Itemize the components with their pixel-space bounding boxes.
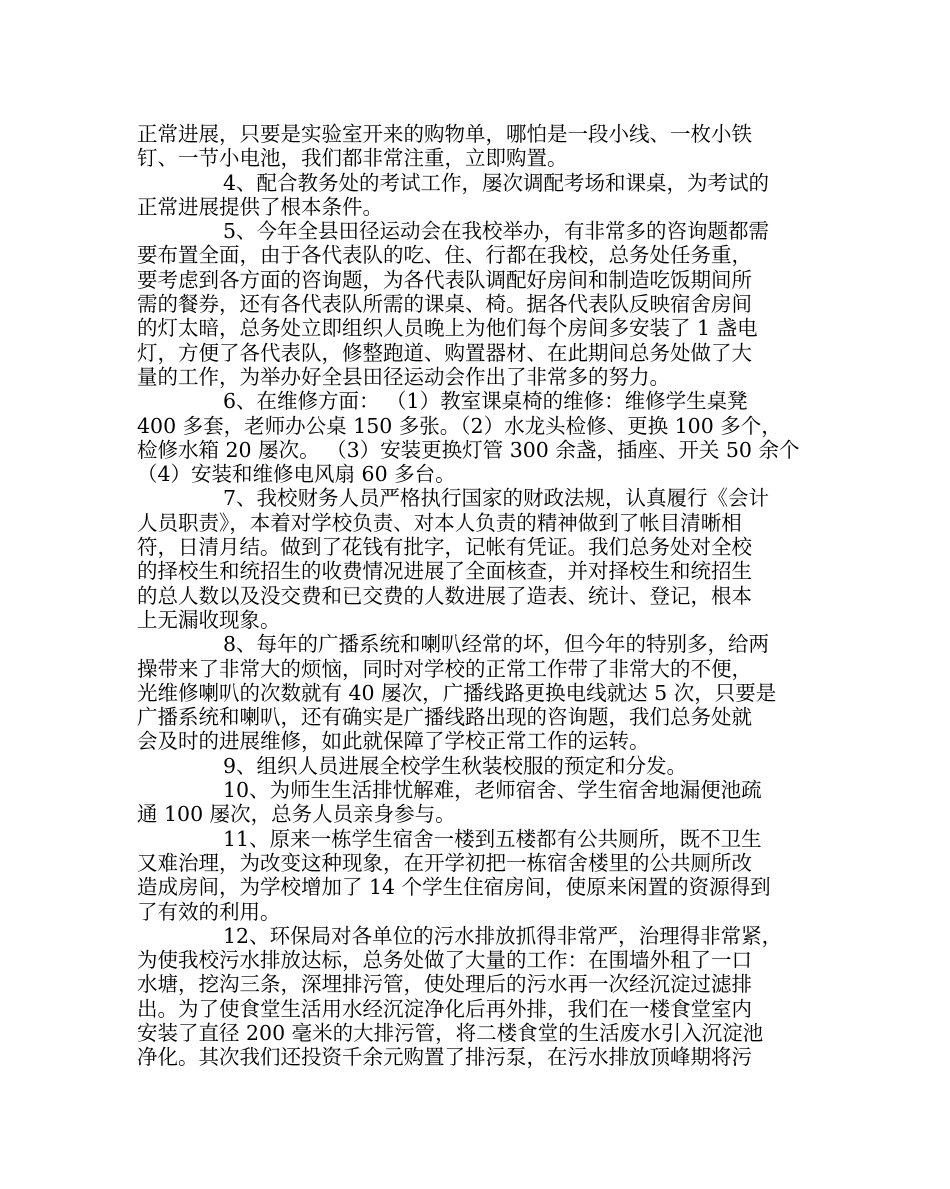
- paragraph-first-line: 7、我校财务人员严格执行国家的财政法规，认真履行《会计: [223, 486, 770, 511]
- text-line: 光维修喇叭的次数就有 40 屡次，广播线路更换电线就达 5 次，只要是: [137, 680, 777, 705]
- paragraph-first-line: 11、原来一栋学生宿舍一楼到五楼都有公共厕所，既不卫生: [223, 826, 762, 851]
- text-line: 的灯太暗，总务处立即组织人员晚上为他们每个房间多安装了 1 盏电: [137, 316, 758, 341]
- text-line: 符，日清月结。做到了花钱有批字，记帐有凭证。我们总务处对全校: [137, 535, 752, 560]
- text-line: 400 多套，老师办公桌 150 多张。（2）水龙头检修、更换 100 多个，: [137, 413, 782, 438]
- text-line: 正常进展，只要是实验室开来的购物单，哪怕是一段小线、一枚小铁: [137, 122, 752, 146]
- text-line: 的总人数以及没交费和已交费的人数进展了造表、统计、登记，根本: [137, 583, 752, 608]
- text-line: 了有效的利用。: [137, 899, 281, 924]
- paragraph-first-line: 6、在维修方面： （1）教室课桌椅的维修：维修学生桌凳: [223, 389, 748, 414]
- text-line: 通 100 屡次，总务人员亲身参与。: [137, 802, 456, 827]
- text-line: 要布置全面，由于各代表队的吃、住、行都在我校，总务处任务重，: [137, 243, 752, 268]
- text-line: （4）安装和维修电风扇 60 多台。: [137, 462, 456, 487]
- text-line: 人员职责》，本着对学校负责、对本人负责的精神做到了帐目清晰相: [137, 510, 742, 535]
- text-line: 要考虑到各方面的咨询题，为各代表队调配好房间和制造吃饭期间所: [137, 267, 752, 292]
- text-line: 需的餐券，还有各代表队所需的课桌、椅。据各代表队反映宿舍房间: [137, 292, 752, 317]
- text-line: 操带来了非常大的烦恼，同时对学校的正常工作带了非常大的不便，: [137, 656, 752, 681]
- paragraph-first-line: 10、为师生生活排忧解难，老师宿舍、学生宿舍地漏便池疏: [223, 778, 762, 803]
- text-line: 水塘，挖沟三条，深埋排污管，使处理后的污水再一次经沉淀过滤排: [137, 972, 752, 997]
- text-line: 的择校生和统招生的收费情况进展了全面核查，并对择校生和统招生: [137, 559, 752, 584]
- text-line: 又难治理，为改变这种现象，在开学初把一栋宿舍楼里的公共厕所改: [137, 850, 752, 875]
- text-line: 会及时的进展维修，如此就保障了学校正常工作的运转。: [137, 729, 650, 754]
- text-line: 量的工作，为举办好全县田径运动会作出了非常多的努力。: [137, 364, 670, 389]
- paragraph-first-line: 8、每年的广播系统和喇叭经常的坏，但今年的特别多，给两: [223, 632, 770, 657]
- text-line: 净化。其次我们还投资千余元购置了排污泵，在污水排放顶峰期将污: [137, 1045, 752, 1070]
- paragraph-first-line: 12、环保局对各单位的污水排放抓得非常严，治理得非常紧，: [223, 923, 783, 948]
- paragraph-first-line: 5、今年全县田径运动会在我校举办，有非常多的咨询题都需: [223, 219, 770, 244]
- text-line: 安装了直径 200 毫米的大排污管，将二楼食堂的生活废水引入沉淀池: [137, 1020, 764, 1045]
- text-line: 上无漏收现象。: [137, 607, 281, 632]
- text-line: 正常进展提供了根本条件。: [137, 194, 383, 219]
- text-line: 广播系统和喇叭，还有确实是广播线路出现的咨询题，我们总务处就: [137, 705, 752, 730]
- document-body: [137, 122, 827, 1070]
- paragraph-first-line: 4、配合教务处的考试工作，屡次调配考场和课桌，为考试的: [223, 170, 770, 195]
- text-line: 钉、一节小电池，我们都非常注重，立即购置。: [137, 146, 568, 171]
- text-line: 检修水箱 20 屡次。 （3）安装更换灯管 300 余盏，插座、开关 50 余个: [137, 437, 800, 462]
- text-line: 出。为了使食堂生活用水经沉淀净化后再外排，我们在一楼食堂室内: [137, 996, 752, 1021]
- paragraph-first-line: 9、组织人员进展全校学生秋装校服的预定和分发。: [223, 753, 688, 778]
- text-line: 造成房间，为学校增加了 14 个学生住宿房间，使原来闲置的资源得到: [137, 875, 771, 900]
- text-line: 灯，方便了各代表队，修整跑道、购置器材、在此期间总务处做了大: [137, 340, 752, 365]
- text-line: 为使我校污水排放达标，总务处做了大量的工作：在围墙外租了一口: [137, 948, 752, 973]
